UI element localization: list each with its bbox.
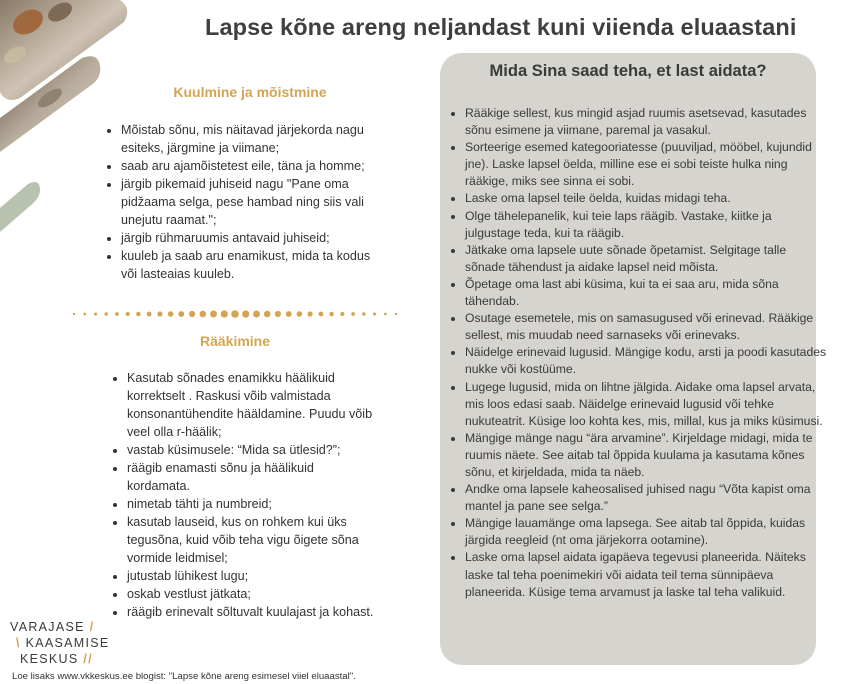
list-item: • Sorteerige esemed kategooriatesse (puuviljad, mööbel, kujundid jne). Laske lapsel öelda, milline ese ei sobi teiste hulka ning rääkige, miks see sinna ei sobi. bbox=[465, 139, 827, 190]
list-item: • kuuleb ja saab aru enamikust, mida ta kodus või lasteaias kuuleb. bbox=[121, 247, 383, 283]
list-item: • Laske oma lapsel aidata igapäeva tegevusi planeerida. Näiteks laske tal teha poenimekiri või aidata teil tema sünnipäeva planeerida. Küsige tema arvamust ja laske tal teha valikuid. bbox=[465, 549, 827, 600]
list-item: • Laske oma lapsel teile öelda, kuidas midagi teha. bbox=[465, 190, 827, 207]
list-item: • saab aru ajamõistetest eile, täna ja homme; bbox=[121, 157, 383, 175]
section-heading-listening: Kuulmine ja mõistmine bbox=[173, 84, 327, 100]
list-item: • oskab vestlust jätkata; bbox=[127, 585, 375, 603]
tips-list bbox=[448, 105, 827, 601]
divider-dot bbox=[286, 311, 292, 317]
divider-dot bbox=[384, 313, 387, 316]
divider-dot bbox=[297, 311, 303, 317]
section-heading-speaking: Rääkimine bbox=[199, 333, 271, 349]
divider-dot bbox=[362, 312, 365, 315]
dotted-divider bbox=[70, 309, 400, 319]
divider-dot bbox=[73, 313, 75, 315]
divider-dot bbox=[318, 312, 323, 317]
divider-dot bbox=[221, 310, 228, 317]
divider-dot bbox=[178, 311, 184, 317]
divider-dot bbox=[189, 311, 195, 317]
footer-note: Loe lisaks www.vkkeskus.ee blogist: "Lapse kõne areng esimesel viiel eluaastal". bbox=[12, 671, 356, 682]
divider-dot bbox=[104, 312, 107, 315]
speaking-list bbox=[109, 369, 375, 621]
divider-dot bbox=[340, 312, 344, 316]
divider-dot bbox=[147, 312, 152, 317]
list-item: • räägib enamasti sõnu ja häälikuid kordamata. bbox=[127, 459, 375, 495]
list-item: • Lugege lugusid, mida on lihtne jälgida. Aidake oma lapsel arvata, mis loos edasi saab. Näidelge erinevaid lugusid või tehke nukuteatrit. Küsige loo kohta kes, mis, millal, kus ja miks küsimusi. bbox=[465, 379, 827, 430]
divider-dot bbox=[126, 312, 130, 316]
divider-dot bbox=[94, 312, 97, 315]
divider-dot bbox=[231, 310, 239, 318]
list-item: • Mõistab sõnu, mis näitavad järjekorda nagu esiteks, järgmine ja viimane; bbox=[121, 121, 383, 157]
divider-dot bbox=[242, 310, 249, 317]
list-item: • Näidelge erinevaid lugusid. Mängige kodu, arsti ja poodi kasutades nukke või kostüüme. bbox=[465, 344, 827, 378]
divider-dot bbox=[168, 311, 174, 317]
list-item: • Kasutab sõnades enamikku häälikuid korrektselt . Raskusi võib valmistada konsonantühendite hääldamine. Puudu võib veel olla r-häälik; bbox=[127, 369, 375, 441]
logo-line-3: KESKUS // bbox=[20, 652, 93, 666]
logo-line-1: VARAJASE / bbox=[10, 620, 95, 634]
divider-dot bbox=[83, 313, 86, 316]
list-item: • Rääkige sellest, kus mingid asjad ruumis asetsevad, kasutades sõnu esimene ja viimane, paremal ja vasakul. bbox=[465, 105, 827, 139]
list-item: • Osutage esemetele, mis on samasugused või erinevad. Rääkige sellest, mis muudab need sarnaseks või erinevaks. bbox=[465, 310, 827, 344]
divider-dot bbox=[395, 313, 397, 315]
organization-logo bbox=[10, 619, 110, 667]
list-item: • Mängige lauamänge oma lapsega. See aitab tal õppida, kuidas järgida reegleid (nt oma järjekorra ootamine). bbox=[465, 515, 827, 549]
tips-panel bbox=[440, 53, 827, 665]
divider-dot bbox=[253, 311, 260, 318]
divider-dot bbox=[329, 312, 333, 316]
list-item: • kasutab lauseid, kus on rohkem kui üks tegusõna, kuid võib teha vigu õigete sõna vormide leidmisel; bbox=[127, 513, 375, 567]
sage-leaf-strip bbox=[0, 182, 40, 232]
list-item: • Jätkake oma lapsele uute sõnade õpetamist. Selgitage talle sõnade tähendust ja aidake lapsel neid mõista. bbox=[465, 242, 827, 276]
list-item: • jutustab lühikest lugu; bbox=[127, 567, 375, 585]
list-item: • Olge tähelepanelik, kui teie laps räägib. Vastake, kiitke ja julgustage teda, kui ta räägib. bbox=[465, 208, 827, 242]
logo-line-2: \ KAASAMISE bbox=[16, 636, 110, 650]
divider-dot bbox=[351, 312, 355, 316]
divider-dot bbox=[275, 311, 281, 317]
list-item: • vastab küsimusele: “Mida sa ütlesid?”; bbox=[127, 441, 375, 459]
list-item: • järgib pikemaid juhiseid nagu "Pane oma pidžaama selga, pese hambad ning siis vali unejutu raamat."; bbox=[121, 175, 383, 229]
page-title: Lapse kõne areng neljandast kuni viienda eluaastani bbox=[205, 14, 797, 40]
list-item: • Mängige mänge nagu “ära arvamine”. Kirjeldage midagi, mida te ruumis näete. See aitab tal õppida kuulama ja kasutama kõnes sõnu, et kirjeldada, mida ta näeb. bbox=[465, 430, 827, 481]
divider-dot bbox=[308, 311, 313, 316]
divider-dot bbox=[264, 311, 271, 318]
divider-dot bbox=[210, 311, 217, 318]
divider-dot bbox=[157, 311, 162, 316]
list-item: • räägib erinevalt sõltuvalt kuulajast ja kohast. bbox=[127, 603, 375, 621]
list-item: • Õpetage oma last abi küsima, kui ta ei saa aru, mida sõna tähendab. bbox=[465, 276, 827, 310]
divider-dot bbox=[373, 312, 376, 315]
divider-dot bbox=[115, 312, 119, 316]
list-item: • järgib rühmaruumis antavaid juhiseid; bbox=[121, 229, 383, 247]
list-item: • Andke oma lapsele kaheosalised juhised nagu “Võta kapist oma mantel ja pane see selga.” bbox=[465, 481, 827, 515]
list-item: • nimetab tähti ja numbreid; bbox=[127, 495, 375, 513]
divider-dot bbox=[136, 312, 140, 316]
listening-list bbox=[103, 121, 383, 283]
divider-dot bbox=[200, 311, 207, 318]
panel-heading: Mida Sina saad teha, et last aidata? bbox=[489, 62, 767, 80]
